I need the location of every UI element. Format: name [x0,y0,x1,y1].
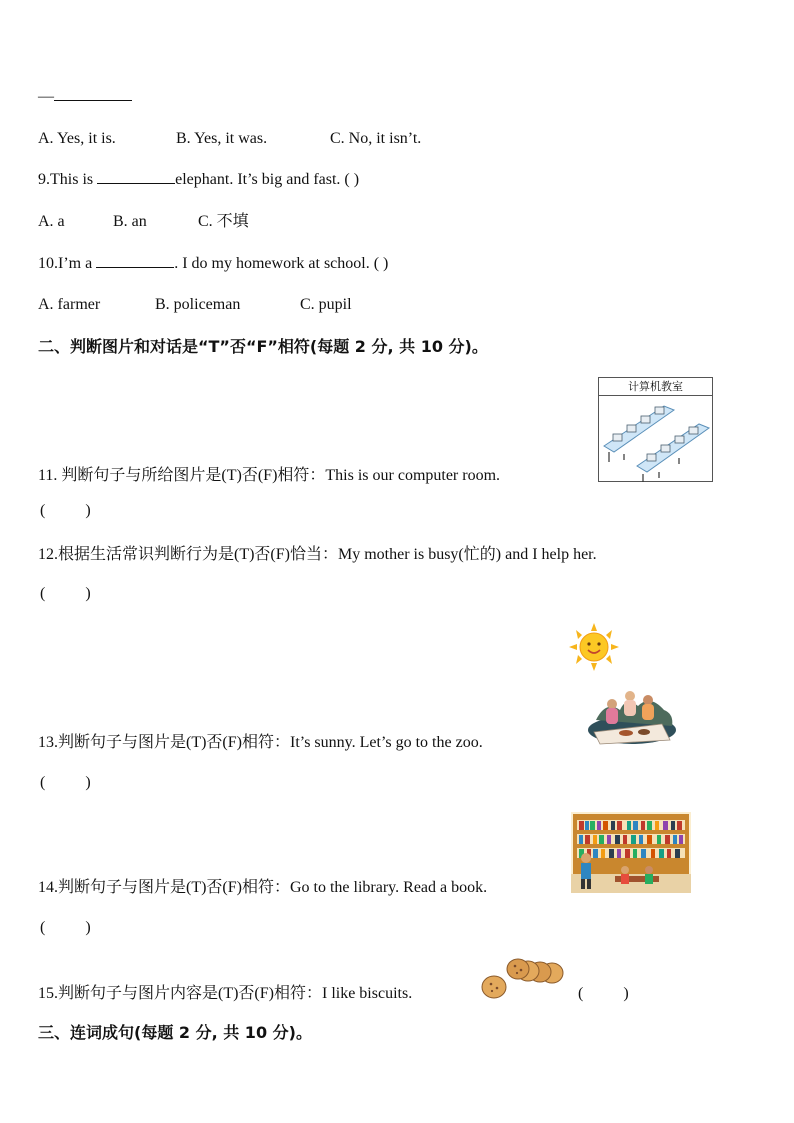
q8-blank[interactable] [54,86,132,101]
q10-question [38,253,388,275]
q12-question: 12.根据生活常识判断行为是(T)否(F)恰当：My mother is busy(忙的) and I help her. [38,546,597,563]
library-illustration [571,812,691,893]
q10-suffix: . I do my homework at school. ( ) [174,255,389,272]
computer-desks-icon [599,396,712,482]
biscuits-illustration [480,957,566,1001]
q8-option-c[interactable]: C. No, it isn’t. [330,130,422,147]
q10-prefix: 10.I’m a [38,255,93,272]
sun-icon [567,623,621,671]
q10-option-a[interactable]: A. farmer [38,296,101,313]
q9-blank[interactable] [97,169,175,184]
q15-question: 15.判断句子与图片内容是(T)否(F)相符：I like biscuits. [38,985,413,1002]
q13-answer-blank[interactable]: ( ) [40,774,91,791]
q9-option-c[interactable]: C. 不填 [198,213,249,230]
q8-dash: — [38,88,54,105]
picnic-illustration [586,686,678,746]
section-2-title: 二、判断图片和对话是“T”否“F”相符(每题 2 分, 共 10 分)。 [38,337,488,356]
q10-option-b[interactable]: B. policeman [155,296,241,313]
q8-option-b[interactable]: B. Yes, it was. [176,130,268,147]
q8-answer-line [38,86,132,108]
q11-answer-blank[interactable]: ( ) [40,502,91,519]
q14-question: 14.判断句子与图片是(T)否(F)相符：Go to the library. Read a book. [38,879,488,896]
q14-answer-blank[interactable]: ( ) [40,919,91,936]
q9-option-a[interactable]: A. a [38,213,65,230]
computer-room-illustration [598,377,713,482]
q9-suffix: elephant. It’s big and fast. ( ) [175,171,360,188]
section-3-title: 三、连词成句(每题 2 分, 共 10 分)。 [38,1023,312,1042]
q13-question: 13.判断句子与图片是(T)否(F)相符：It’s sunny. Let’s go to the zoo. [38,734,483,751]
q8-option-a[interactable]: A. Yes, it is. [38,130,116,147]
q11-question: 11. 判断句子与所给图片是(T)否(F)相符：This is our computer room. [38,467,501,484]
q9-question [38,169,359,191]
computer-room-label: 计算机教室 [599,378,712,396]
q12-answer-blank[interactable]: ( ) [40,585,91,602]
q9-prefix: 9.This is [38,171,94,188]
q10-option-c[interactable]: C. pupil [300,296,352,313]
q15-answer-blank[interactable]: ( ) [578,985,629,1002]
q10-blank[interactable] [96,253,174,268]
q9-option-b[interactable]: B. an [113,213,147,230]
